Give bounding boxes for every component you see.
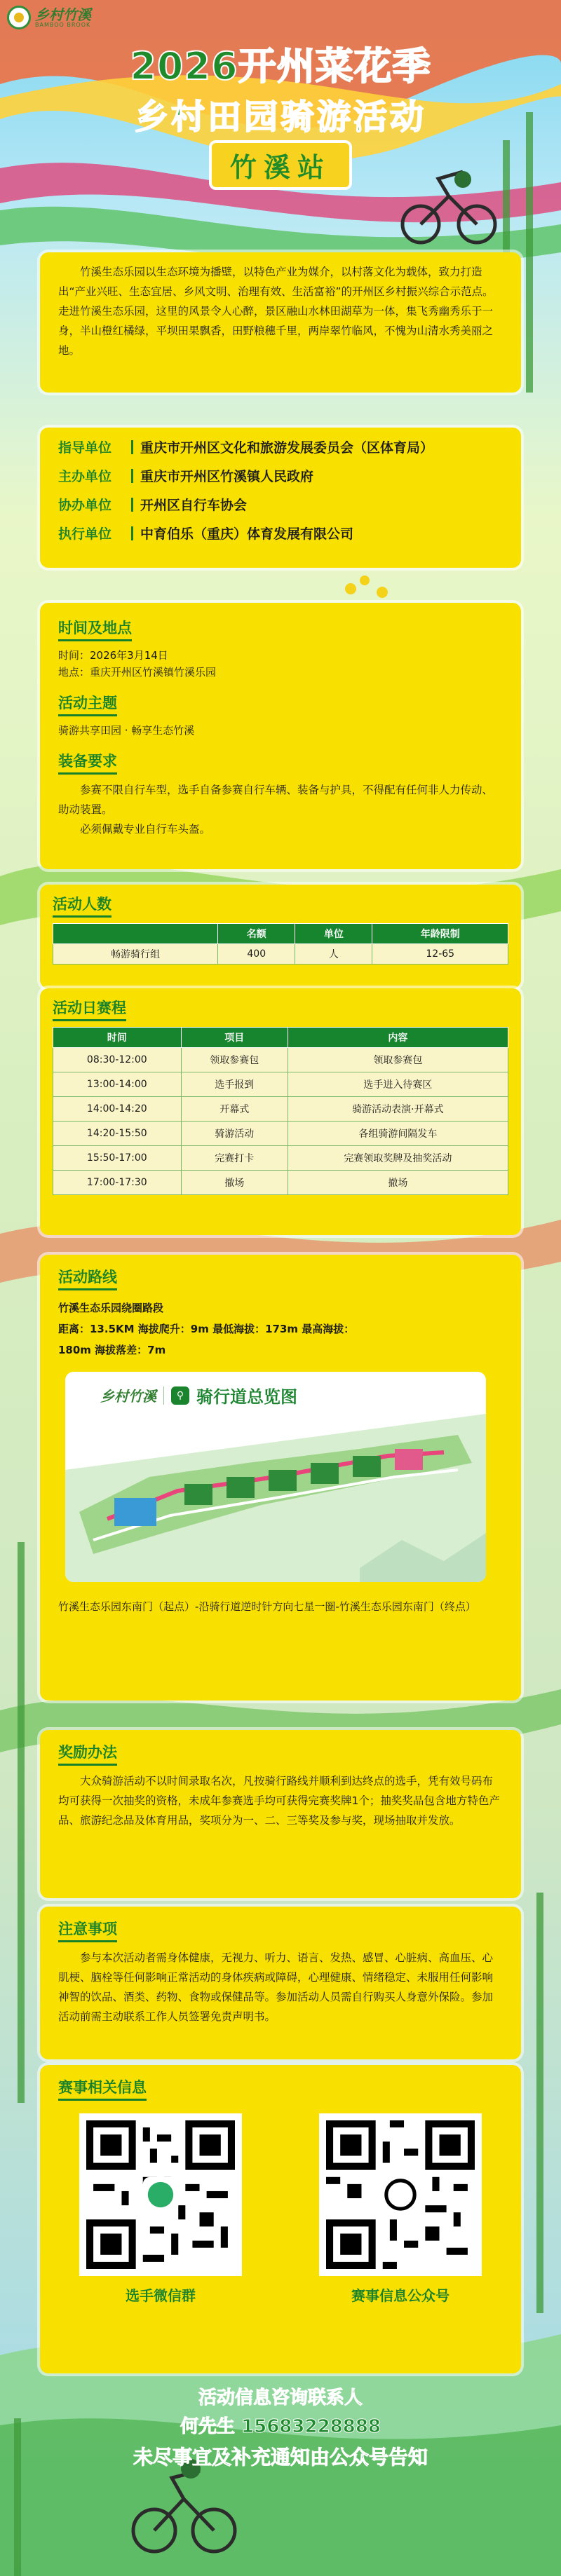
- route-map: [65, 1372, 486, 1582]
- table-header: [53, 924, 218, 944]
- contact-block: [0, 2383, 561, 2470]
- divider: [131, 440, 133, 454]
- equipment-text-2: 必须佩戴专业自行车头盔。: [80, 823, 211, 836]
- table-cell: 12-65: [372, 944, 508, 965]
- organizer-row: [58, 495, 503, 514]
- participants-table: [53, 923, 508, 965]
- table-header: 项目: [181, 1028, 288, 1048]
- table-row: [53, 1097, 508, 1122]
- route-stats-1: 距离：13.5KM 海拔爬升：9m 最低海拔：173m 最高海拔：: [58, 1323, 355, 1335]
- info-card: [40, 2065, 521, 2373]
- qr-block-official-account: [309, 2113, 492, 2305]
- contact-note: 未尽事宜及补充通知由公众号告知: [133, 2446, 428, 2469]
- table-cell: 骑游活动: [181, 1122, 288, 1146]
- route-description: 竹溪生态乐园东南门（起点）-沿骑行道逆时针方向七星一圈-竹溪生态乐园东南门（终点）: [58, 1600, 476, 1613]
- organizer-value: 重庆市开州区竹溪镇人民政府: [140, 469, 314, 484]
- table-header: 年龄限制: [372, 924, 508, 944]
- table-cell: 14:00-14:20: [53, 1097, 182, 1122]
- event-theme: 骑游共享田园 · 畅享生态竹溪: [58, 724, 195, 737]
- table-row: [53, 944, 508, 965]
- route-map-drawing: [65, 1372, 486, 1582]
- organizer-key: 执行单位: [58, 526, 112, 542]
- table-row: [53, 1171, 508, 1195]
- qr-caption-official-account: 赛事信息公众号: [351, 2287, 450, 2304]
- qr-caption-wechat-group: 选手微信群: [126, 2287, 196, 2304]
- logo-mark-icon: [7, 6, 31, 29]
- organizer-row: [58, 437, 503, 456]
- route-stats-2: 180m 海拔落差：7m: [58, 1344, 166, 1356]
- event-place: 地点：重庆开州区竹溪镇竹溪乐园: [58, 666, 217, 679]
- divider: [131, 526, 133, 540]
- table-cell: 选手进入待赛区: [288, 1072, 508, 1097]
- organizer-key: 主办单位: [58, 469, 112, 484]
- logo-subtext: BAMBOO BROOK: [35, 21, 91, 28]
- section-title-theme: 活动主题: [58, 692, 117, 716]
- table-cell: 15:50-17:00: [53, 1146, 182, 1171]
- section-title-route: 活动路线: [58, 1266, 117, 1290]
- qr-code-icon: [326, 2120, 475, 2269]
- table-cell: 08:30-12:00: [53, 1048, 182, 1072]
- table-row: [53, 1048, 508, 1072]
- organizer-key: 指导单位: [58, 440, 112, 456]
- table-header: 单位: [295, 924, 372, 944]
- logo-text: 乡村竹溪: [35, 6, 91, 23]
- table-cell: 畅游骑行组: [53, 944, 218, 965]
- route-subtitle: 竹溪生态乐园绕圈路段: [58, 1302, 164, 1314]
- table-cell: 领取参赛包: [181, 1048, 288, 1072]
- table-row: [53, 1146, 508, 1171]
- table-cell: 开幕式: [181, 1097, 288, 1122]
- section-title-time: 时间及地点: [58, 617, 132, 641]
- table-row: [53, 1122, 508, 1146]
- divider: [131, 469, 133, 483]
- table-header: 时间: [53, 1028, 182, 1048]
- logo: [7, 6, 91, 29]
- table-header: 内容: [288, 1028, 508, 1048]
- divider: [131, 498, 133, 512]
- table-cell: 17:00-17:30: [53, 1171, 182, 1195]
- organizer-value: 重庆市开州区文化和旅游发展委员会（区体育局）: [140, 440, 434, 456]
- table-cell: 领取参赛包: [288, 1048, 508, 1072]
- organizer-value: 开州区自行车协会: [140, 498, 248, 513]
- organizer-value: 中育伯乐（重庆）体育发展有限公司: [140, 526, 354, 542]
- section-title-award: 奖励办法: [58, 1741, 117, 1766]
- event-time: 时间：2026年3月14日: [58, 649, 168, 662]
- section-title-notice: 注意事项: [58, 1918, 117, 1942]
- official-account-qr-code[interactable]: [319, 2113, 482, 2276]
- wechat-qr-code[interactable]: [79, 2113, 242, 2276]
- title-line-2: 乡村田园骑游活动: [134, 97, 426, 137]
- map-brand: 乡村竹溪: [100, 1388, 156, 1405]
- award-text: 大众骑游活动不以时间录取名次，凡按骑行路线并顺利到达终点的选手，凭有效号码布均可获得一次抽奖的资格，未成年参赛选手均可获得完赛奖牌1个；抽奖奖品包含地方特色产品、旅游纪念品及体育用品，奖项分为一、二、三等奖及参与奖，现场抽取并发放。: [58, 1775, 500, 1827]
- notice-card: [40, 1907, 521, 2059]
- map-title: 骑行道总览图: [196, 1387, 297, 1407]
- table-cell: 完赛打卡: [181, 1146, 288, 1171]
- table-cell: 骑游活动表演·开幕式: [288, 1097, 508, 1122]
- table-row: [53, 1072, 508, 1097]
- table-cell: 撤场: [288, 1171, 508, 1195]
- award-card: [40, 1730, 521, 1898]
- bicycle-icon: ⚲: [171, 1386, 189, 1405]
- notice-text: 参与本次活动者需身体健康，无视力、听力、语言、发热、感冒、心脏病、高血压、心肌梗、脑栓等任何影响正常活动的身体疾病或障碍，心理健康、情绪稳定、未服用任何影响神智的饮品、酒类、药物、食物或保健品等。参加活动人员需自行购买人身意外保险。参加活动前需主动联系工作人员签署免责声明书。: [58, 1951, 494, 2023]
- table-cell: 人: [295, 944, 372, 965]
- intro-text: 竹溪生态乐园以生态环境为播壁，以特色产业为媒介，以村落文化为载体，致力打造出“产业兴旺、生态宜居、乡风文明、治理有效、生活富裕”的开州区乡村振兴综合示范点。走进竹溪生态乐园，这里的风景令人心醉，景区融山水林田湖草为一体，集飞秀幽秀乐于一身，半山橙红橘绿，平坝田果飘香，田野粮穗千里，两岸翠竹临风，不愧为山清水秀美丽之地。: [58, 266, 494, 357]
- table-cell: 13:00-14:00: [53, 1072, 182, 1097]
- organizer-row: [58, 524, 503, 543]
- organizers-card: [40, 428, 521, 568]
- table-cell: 14:20-15:50: [53, 1122, 182, 1146]
- organizer-row: [58, 466, 503, 485]
- title-station: 竹溪站: [209, 140, 352, 190]
- organizer-key: 协办单位: [58, 498, 112, 513]
- section-title-participants: 活动人数: [53, 893, 111, 918]
- qr-block-wechat-group: [69, 2113, 252, 2305]
- intro-card: [40, 252, 521, 393]
- route-card: [40, 1255, 521, 1701]
- table-cell: 完赛领取奖牌及抽奖活动: [288, 1146, 508, 1171]
- equipment-text-1: 参赛不限自行车型，选手自备参赛自行车辆、装备与护具，不得配有任何非人力传动、助动装置。: [58, 784, 494, 816]
- time-place-card: [40, 603, 521, 869]
- table-cell: 400: [218, 944, 295, 965]
- table-cell: 撤场: [181, 1171, 288, 1195]
- title-line-1: 2026开州菜花季: [130, 44, 431, 88]
- table-cell: 选手报到: [181, 1072, 288, 1097]
- contact-person-phone: 何先生 15683228888: [180, 2416, 381, 2437]
- schedule-table: [53, 1027, 508, 1195]
- participants-card: [40, 885, 521, 988]
- table-cell: 各组骑游间隔发车: [288, 1122, 508, 1146]
- contact-heading: 活动信息咨询联系人: [198, 2387, 363, 2408]
- section-title-info: 赛事相关信息: [58, 2076, 147, 2101]
- section-title-schedule: 活动日赛程: [53, 997, 126, 1021]
- schedule-card: [40, 988, 521, 1235]
- table-header: 名额: [218, 924, 295, 944]
- qr-code-icon: [86, 2120, 235, 2269]
- section-title-equipment: 装备要求: [58, 750, 117, 775]
